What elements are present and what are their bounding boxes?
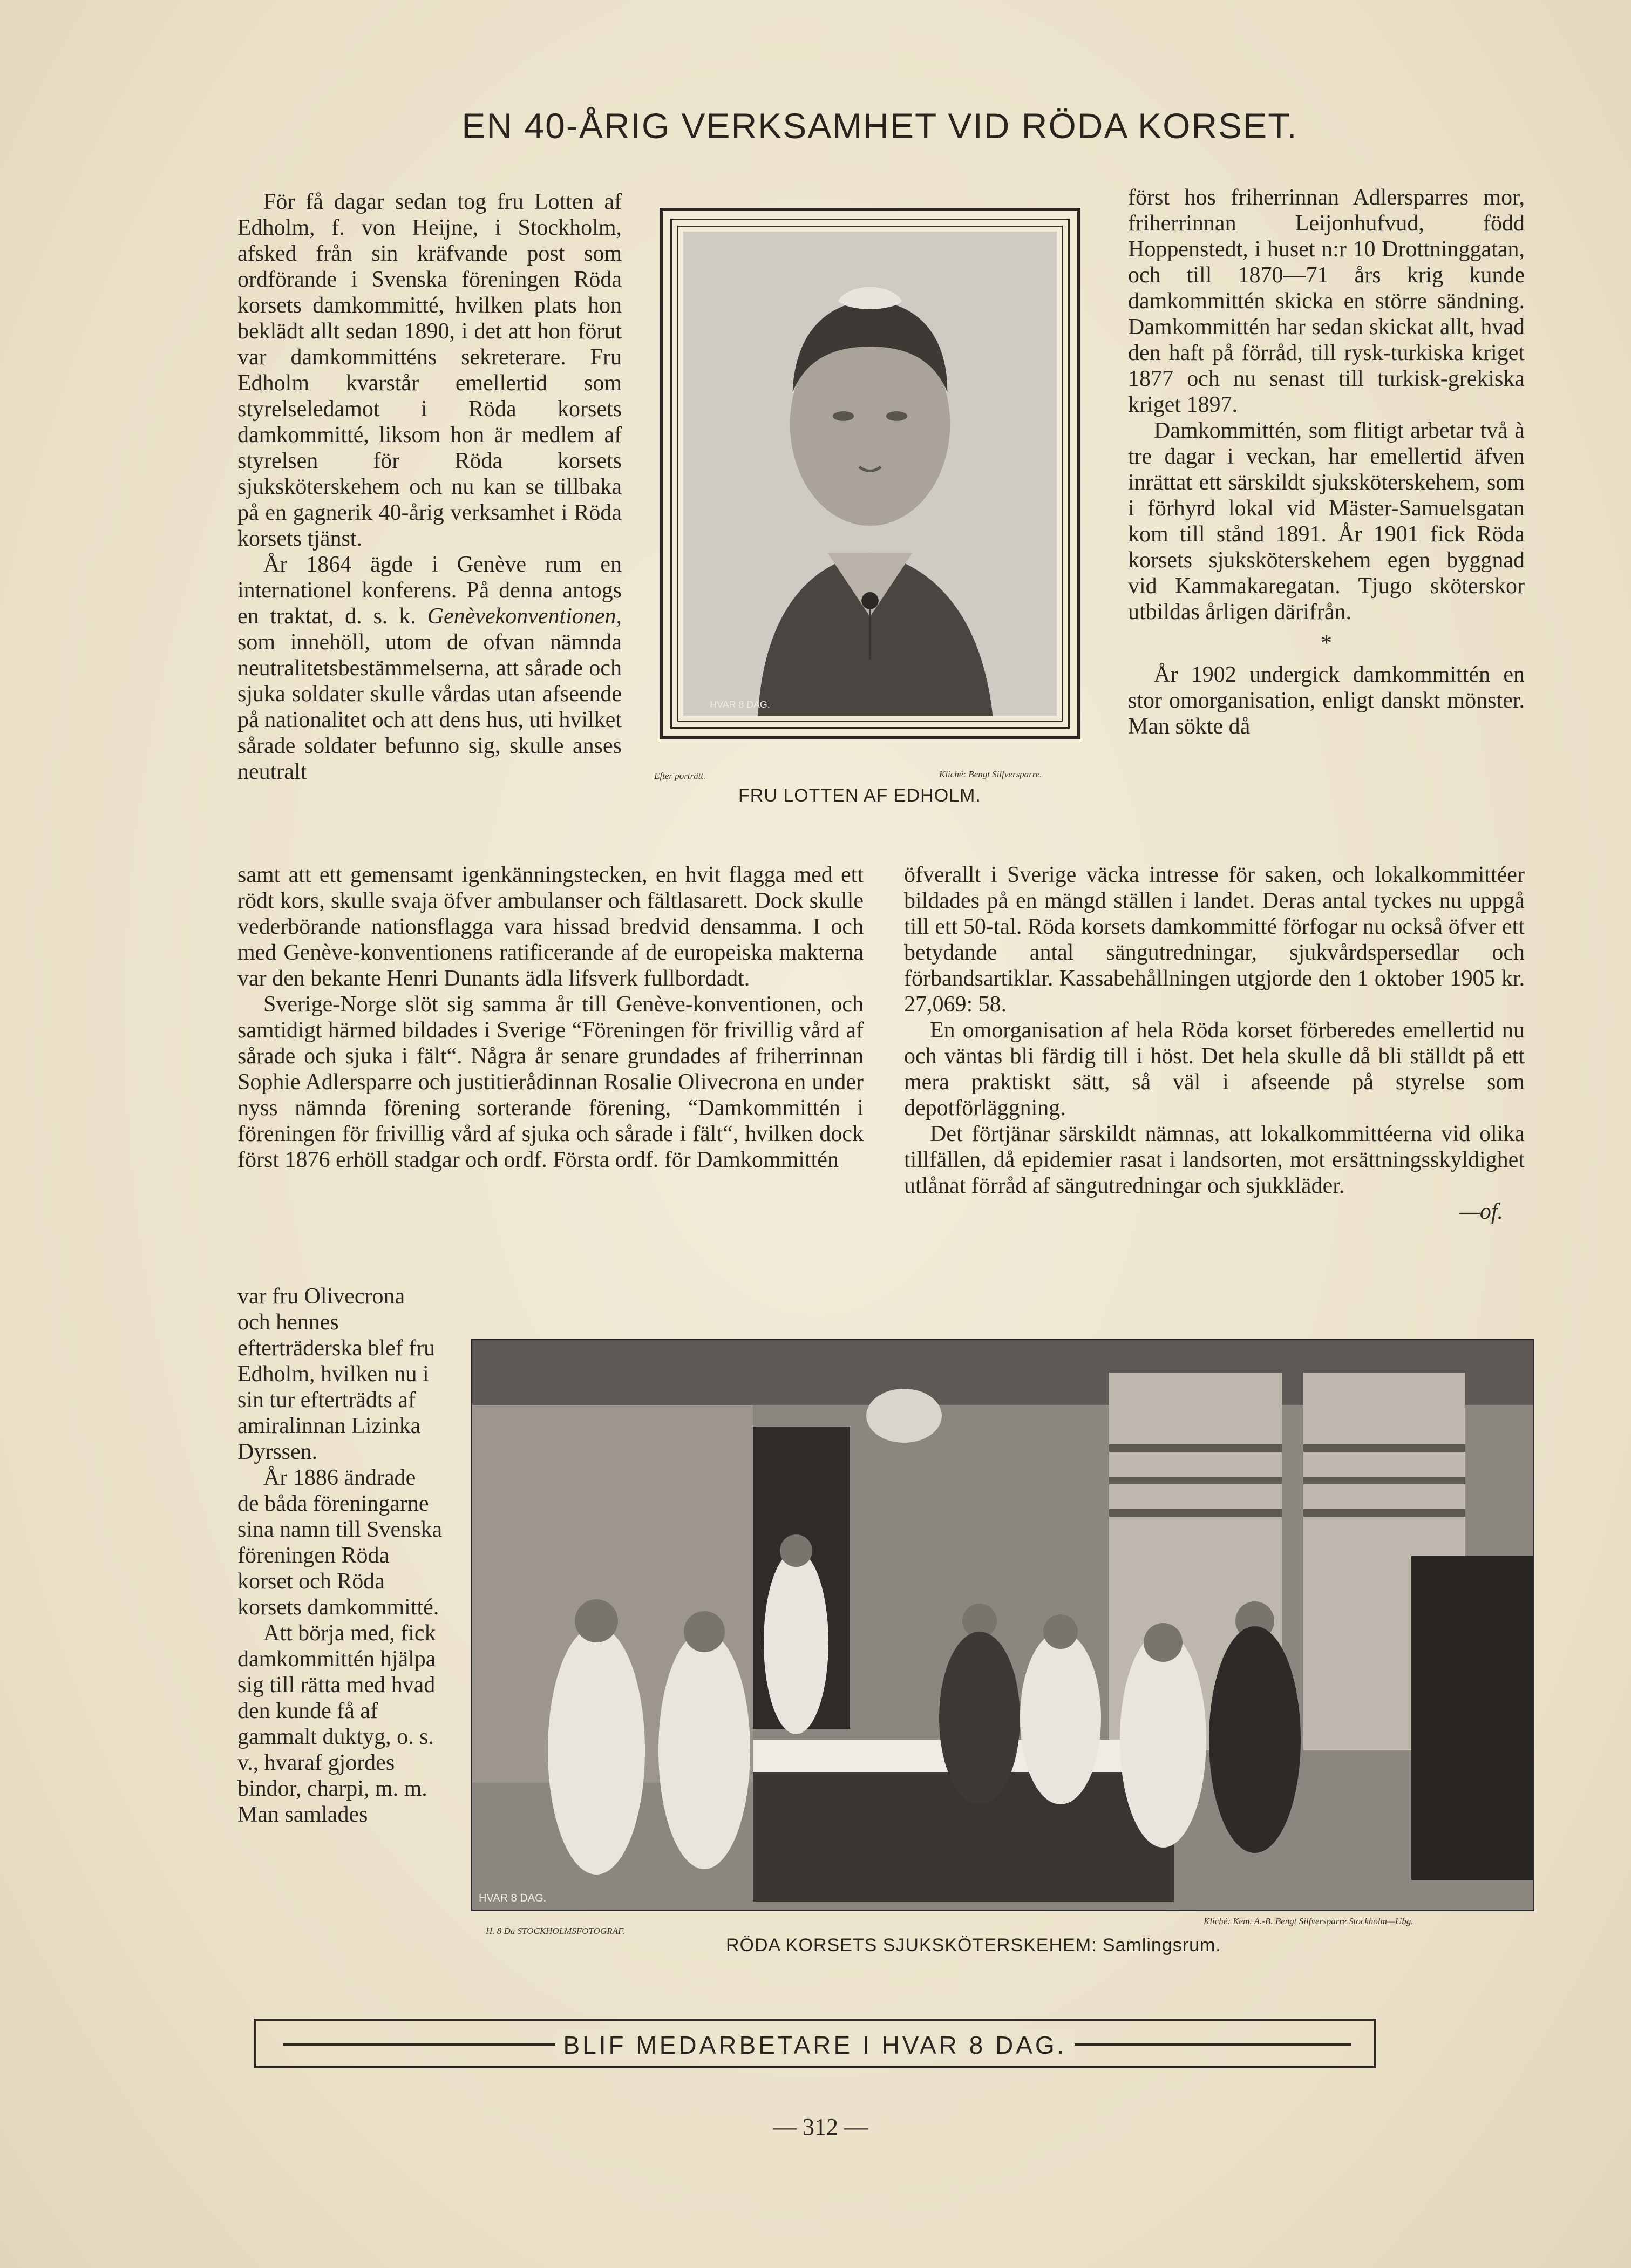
footer-banner-text: BLIF MEDARBETARE I HVAR 8 DAG. (555, 2031, 1074, 2059)
column-right-bottom (904, 862, 1525, 1225)
paragraph: Att börja med, fick damkommittén hjälpa sig till rätta med hvad den kunde få af gammalt duktyg, o. s. v., hvaraf gjordes bindor, charpi, m. m. Man samlades (237, 1621, 436, 1827)
paragraph: öfverallt i Sverige väcka intresse för saken, och lokalkommittéer bildades på en mängd ställen i landet. Deras antal tyckes nu uppgå till ett 50-tal. Röda korsets damkommitté förfogar nu också öfver ett betydande antal sängutredningar, sjukvårdspersedlar och förbandsartiklar. Kassabehållningen utgjorde den 1 oktober 1905 kr. 27,069: 58. (904, 863, 1525, 1017)
photo-credit-left: H. 8 Da STOCKHOLMSFOTOGRAF. (486, 1926, 625, 1936)
group-photo (471, 1339, 1534, 1911)
paragraph: År 1886 ändrade de båda föreningarne sina namn till Svenska föreningen Röda korset och Röda korsets damkommitté. (237, 1465, 443, 1620)
paragraph: först hos friherrinnan Adlersparres mor, friherrinnan Leijonhufvud, född Hoppenstedt, i huset n:r 10 Drottninggatan, och till 1870—71 års krig kunde damkommittén skicka en större sändning. Damkommittén har sedan skickat allt, hvad den haft på förråd, till rysk-turkiska kriget 1877 och nu senast till turkisk-grekiska kriget 1897. (1128, 185, 1525, 417)
paragraph: samt att ett gemensamt igenkänningstecken, en hvit flagga med ett rödt kors, skulle svaja öfver ambulanser och fältlasarett. Dock skulle vederbörande nationsflagga vara hissad bredvid densamma. I och med Genève-konventionens ratificerande af de europeiska makterna var den bekante Henri Dunants ädla lifsverk fullbordadt. (237, 863, 864, 991)
portrait-frame (660, 208, 1080, 739)
paragraph: En omorganisation af hela Röda korset förberedes emellertid nu och väntas bli färdig till i höst. Det hela skulle då bli ställdt på ett mera praktiskt sätt, så väl i afseende på styrelse som depotförläggning. (904, 1018, 1525, 1121)
photo-credit-right: Kliché: Kem. A.-B. Bengt Silfversparre Stockholm—Ubg. (1204, 1916, 1413, 1926)
column-wide (237, 862, 864, 1173)
author-signature: —of. (1459, 1199, 1503, 1224)
paragraph: var fru Olivecrona och hennes efterträderska blef fru Edholm, hvilken nu i sin tur efterträdts af amiralinnan Lizinka Dyrssen. (237, 1284, 436, 1464)
page-number: — 312 — (773, 2114, 868, 2140)
section-separator: * (1321, 631, 1332, 656)
column-narrow (237, 1284, 443, 1828)
paragraph: Sverige-Norge slöt sig samma år till Genève-konventionen, och samtidigt härmed bildades i Sverige “Föreningen för frivillig vård af sårade och sjuka i fält“. Några år senare grundades af friherrinnan Sophie Adlersparre och justitierådinnan Rosalie Olivecrona en under nyss nämnda förening sorterande förening, “Damkommittén i föreningen för frivillig vård af sjuka och sårade i fält“, hvilken dock först 1876 erhöll stadgar och ordf. Första ordf. för Damkommittén (237, 992, 864, 1172)
page-title: EN 40-ÅRIG VERKSAMHET VID RÖDA KORSET. (461, 106, 1298, 146)
paragraph: År 1864 ägde i Genève rum en internationel konferens. På denna antogs en traktat, d. s. k. Genèvekonventionen, som innehöll, utom de ofvan nämnda neutralitetsbestämmelserna, att sårade och sjuka soldater skulle vårdas utan afseende på nationalitet och att dens hus, uti hvilket sårade soldater befunno sig, skulle anses neutralt (237, 552, 622, 784)
portrait-photo (683, 232, 1057, 716)
paragraph: Det förtjänar särskildt nämnas, att lokalkommittéerna vid olika tillfällen, då epidemier rasat i landsorten, mot ersättningsskyldighet utlånat förråd af sängutredningar och sjukkläder. (904, 1122, 1525, 1198)
paragraph: Damkommittén, som flitigt arbetar två à tre dagar i veckan, har emellertid äfven inrättat ett särskildt sjuksköterskehem, som i förhyrd lokal vid Mäster-Samuelsgatan kom till stånd 1891. År 1901 fick Röda korsets sjuksköterskehem egen byggnad vid Kammakaregatan. Tjugo sköterskor utbildas årligen därifrån. (1128, 418, 1525, 624)
portrait-credit-left: Efter porträtt. (654, 771, 706, 781)
footer-banner (254, 2019, 1376, 2068)
portrait-stamp: HVAR 8 DAG. (710, 699, 770, 710)
column-right-top (1128, 185, 1525, 739)
column-left (237, 189, 622, 785)
portrait-credit-right: Kliché: Bengt Silfversparre. (939, 769, 1042, 779)
paragraph: För få dagar sedan tog fru Lotten af Edholm, f. von Heijne, i Stockholm, afsked från sin kräfvande post som ordförande i Svenska föreningen Röda korsets damkommitté, hvilken plats hon beklädt allt sedan 1890, i det att hon förut var damkommitténs sekreterare. Fru Edholm kvarstår emellertid som styrelseledamot i Röda korsets damkommitté, liksom hon är medlem af styrelsen för Röda korsets sjuksköterskehem och nu kan se tillbaka på en gagnerik 40-årig verksamhet i Röda korsets tjänst. (237, 189, 622, 551)
photo-stamp: HVAR 8 DAG. (479, 1892, 547, 1904)
portrait-caption: FRU LOTTEN AF EDHOLM. (738, 785, 981, 806)
paragraph: År 1902 undergick damkommittén en stor omorganisation, enligt danskt mönster. Man sökte då (1128, 662, 1525, 739)
photo-caption: RÖDA KORSETS SJUKSKÖTERSKEHEM: Samlingsrum. (726, 1935, 1221, 1955)
